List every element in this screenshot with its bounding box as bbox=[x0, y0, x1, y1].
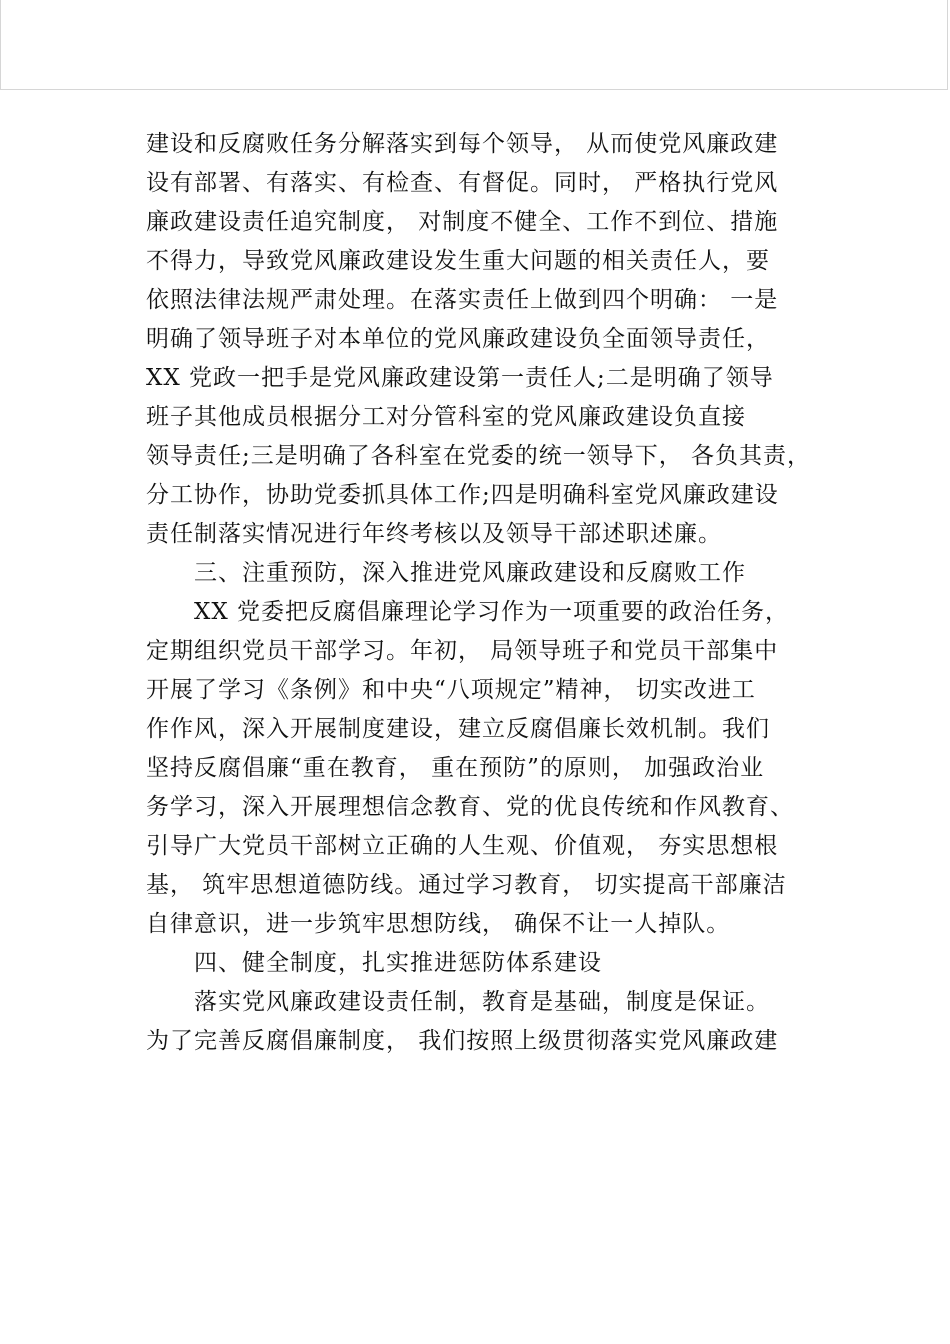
text-line: 引导广大党员干部树立正确的人生观、价值观， 夯实思想根 bbox=[146, 833, 779, 859]
text-line: 廉政建设责任追究制度， 对制度不健全、工作不到位、措施 bbox=[146, 209, 779, 235]
previous-page-edge bbox=[0, 0, 948, 90]
text-line: 定期组织党员干部学习。年初， 局领导班子和党员干部集中 bbox=[146, 638, 779, 664]
text-line: 依照法律法规严肃处理。在落实责任上做到四个明确： 一是 bbox=[146, 287, 779, 313]
text-line: 领导责任;三是明确了各科室在党委的统一领导下， 各负其责， bbox=[146, 443, 812, 469]
section-heading: 三、注重预防，深入推进党风廉政建设和反腐败工作 bbox=[194, 560, 746, 586]
document-body bbox=[146, 125, 846, 1061]
text-line: 不得力，导致党风廉政建设发生重大问题的相关责任人，要 bbox=[146, 248, 770, 274]
text-line: 设有部署、有落实、有检查、有督促。同时， 严格执行党风 bbox=[146, 170, 779, 196]
text-line: 坚持反腐倡廉“重在教育， 重在预防”的原则， 加强政治业 bbox=[146, 755, 765, 781]
text-line: 作作风，深入开展制度建设，建立反腐倡廉长效机制。我们 bbox=[146, 716, 770, 742]
text-line: 基， 筑牢思想道德防线。通过学习教育， 切实提高干部廉洁 bbox=[146, 872, 787, 898]
text-line: 自律意识，进一步筑牢思想防线， 确保不让一人掉队。 bbox=[146, 911, 731, 937]
text-line: 开展了学习《条例》和中央“八项规定”精神， 切实改进工 bbox=[146, 677, 756, 703]
text-line: 为了完善反腐倡廉制度， 我们按照上级贯彻落实党风廉政建 bbox=[146, 1028, 779, 1054]
paragraph-first-line: 落实党风廉政建设责任制，教育是基础，制度是保证。 bbox=[194, 989, 770, 1015]
text-line: 明确了领导班子对本单位的党风廉政建设负全面领导责任， bbox=[146, 326, 770, 352]
text-line: 班子其他成员根据分工对分管科室的党风廉政建设负直接 bbox=[146, 404, 746, 430]
text-line: XX 党政一把手是党风廉政建设第一责任人;二是明确了领导 bbox=[146, 365, 774, 391]
text-line: 务学习，深入开展理想信念教育、党的优良传统和作风教育、 bbox=[146, 794, 794, 820]
text-line: 责任制落实情况进行年终考核以及领导干部述职述廉。 bbox=[146, 521, 722, 547]
paragraph-first-line: XX 党委把反腐倡廉理论学习作为一项重要的政治任务， bbox=[194, 599, 790, 625]
section-heading: 四、健全制度，扎实推进惩防体系建设 bbox=[194, 950, 602, 976]
text-line: 分工协作，协助党委抓具体工作;四是明确科室党风廉政建设 bbox=[146, 482, 779, 508]
text-line: 建设和反腐败任务分解落实到每个领导， 从而使党风廉政建 bbox=[146, 131, 779, 157]
